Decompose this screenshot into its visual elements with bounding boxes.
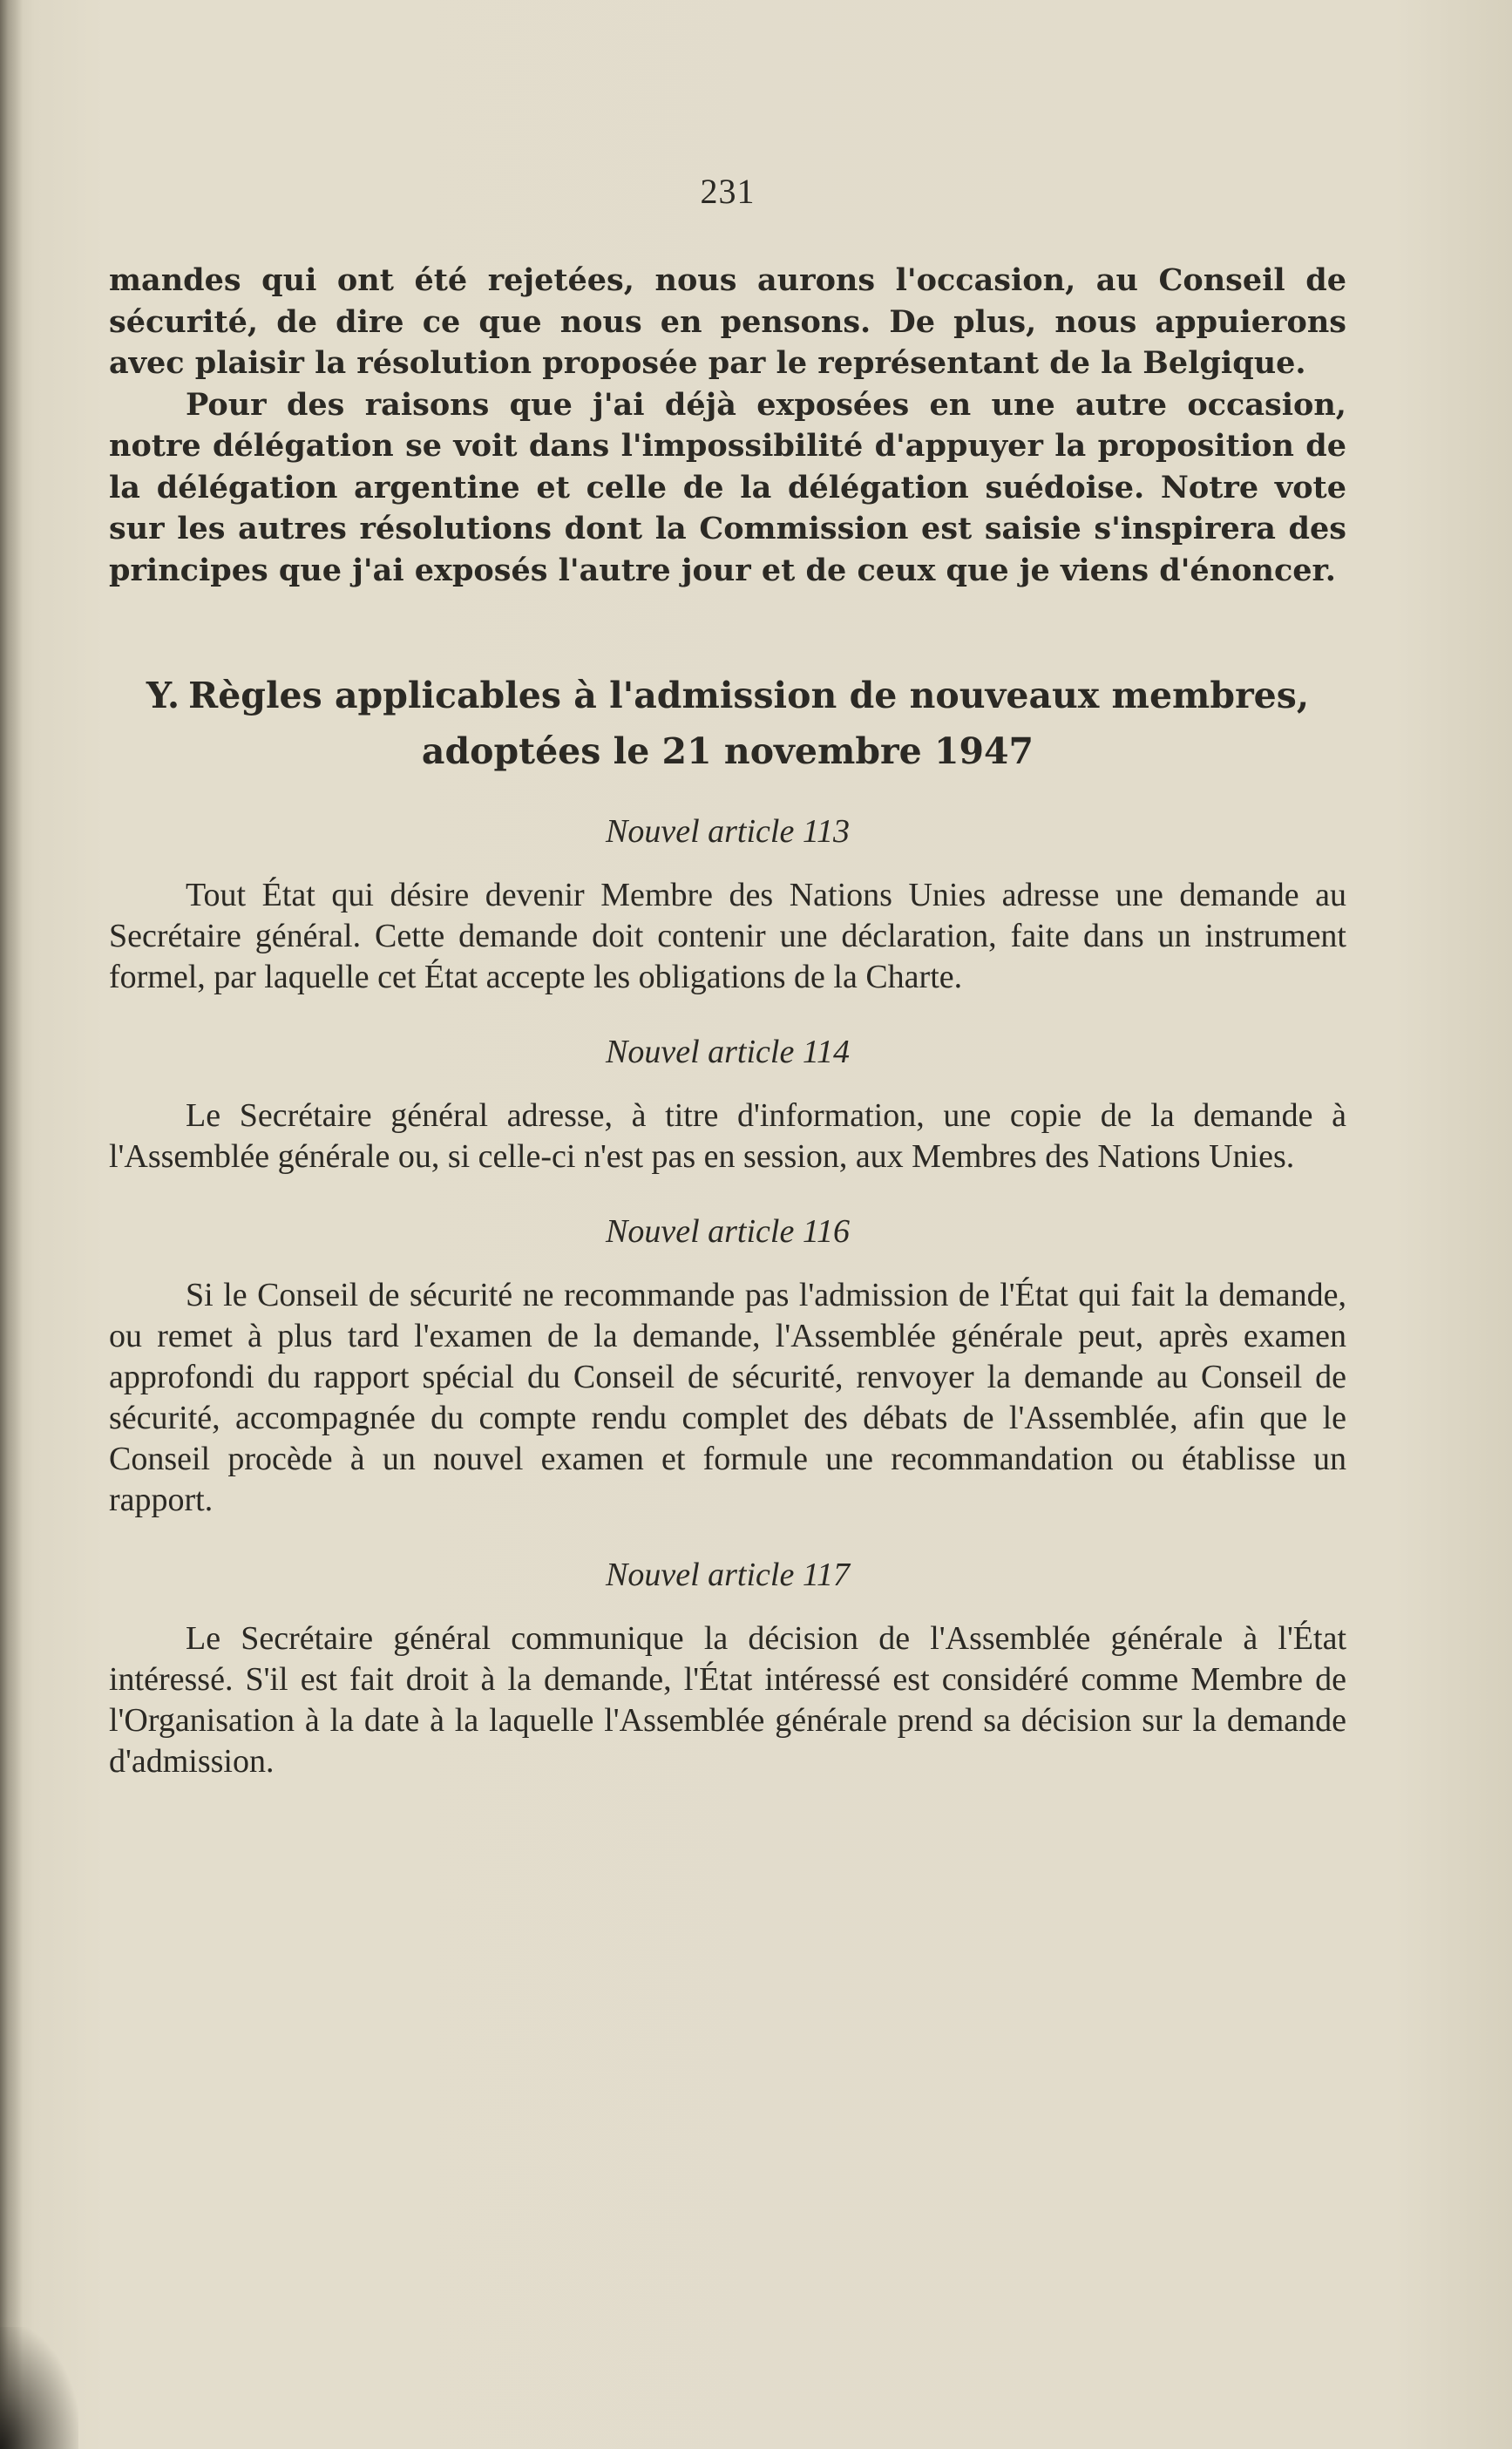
- article-title: Nouvel article 113: [605, 813, 850, 850]
- section-heading-line-1: [109, 668, 1346, 723]
- section-letter: Y.: [146, 675, 180, 716]
- intro-paragraph-1: mandes qui ont été rejetées, nous aurons l'occasion, au Conseil de sécurité, de dire ce que nous en pensons. De plus, nous appuierons avec plaisir la résolution proposée par le représentant de la Belgique.: [109, 262, 1346, 381]
- article-text: Le Secrétaire général communique la décision de l'Assemblée générale à l'État intéressé. S'il est fait droit à la demande, l'État intéressé est considéré comme Membre de l'Organisation à la date à la laquelle l'Assemblée générale prend sa décision sur la demande d'admission.: [109, 1620, 1346, 1780]
- article-title: Nouvel article 116: [605, 1213, 850, 1250]
- text-block: [109, 174, 1346, 1819]
- article-text: Le Secrétaire général adresse, à titre d'information, une copie de la demande à l'Assemblée générale ou, si celle-ci n'est pas en session, aux Membres des Nations Unies.: [109, 1097, 1346, 1175]
- section-heading: [109, 668, 1346, 779]
- page-edge-shadow: [0, 0, 23, 2449]
- article-title: Nouvel article 117: [605, 1557, 850, 1593]
- article-text: Si le Conseil de sécurité ne recommande pas l'admission de l'État qui fait la demande, ou remet à plus tard l'examen de la demande, l'Assemblée générale peut, après examen approfondi du rapport spécial du Conseil de sécurité, renvoyer la demande au Conseil de sécurité, accompagnée du compte rendu complet des débats de l'Assemblée, afin que le Conseil procède à un nouvel examen et formule une recommandation ou établisse un rapport.: [109, 1277, 1346, 1518]
- article-text: Tout État qui désire devenir Membre des Nations Unies adresse une demande au Secrétaire général. Cette demande doit contenir une déclaration, faite dans un instrument formel, par laquelle cet État accepte les obligations de la Charte.: [109, 877, 1346, 995]
- section-title-line-2: adoptées le 21 novembre 1947: [421, 730, 1034, 772]
- page-number: 231: [700, 172, 756, 211]
- page-corner-shadow: [0, 2327, 78, 2449]
- intro-paragraph-2: Pour des raisons que j'ai déjà exposées en une autre occasion, notre délégation se voit dans l'impossibilité d'appuyer la proposition de la délégation argentine et celle de la délégation suédoise. Notre vote sur les autres résolutions dont la Commission est saisie s'inspirera des principes que j'ai exposés l'autre jour et de ceux que je viens d'énoncer.: [109, 386, 1346, 588]
- article-title: Nouvel article 114: [605, 1034, 850, 1070]
- section-title-line-1: Règles applicables à l'admission de nouveaux membres,: [188, 675, 1310, 716]
